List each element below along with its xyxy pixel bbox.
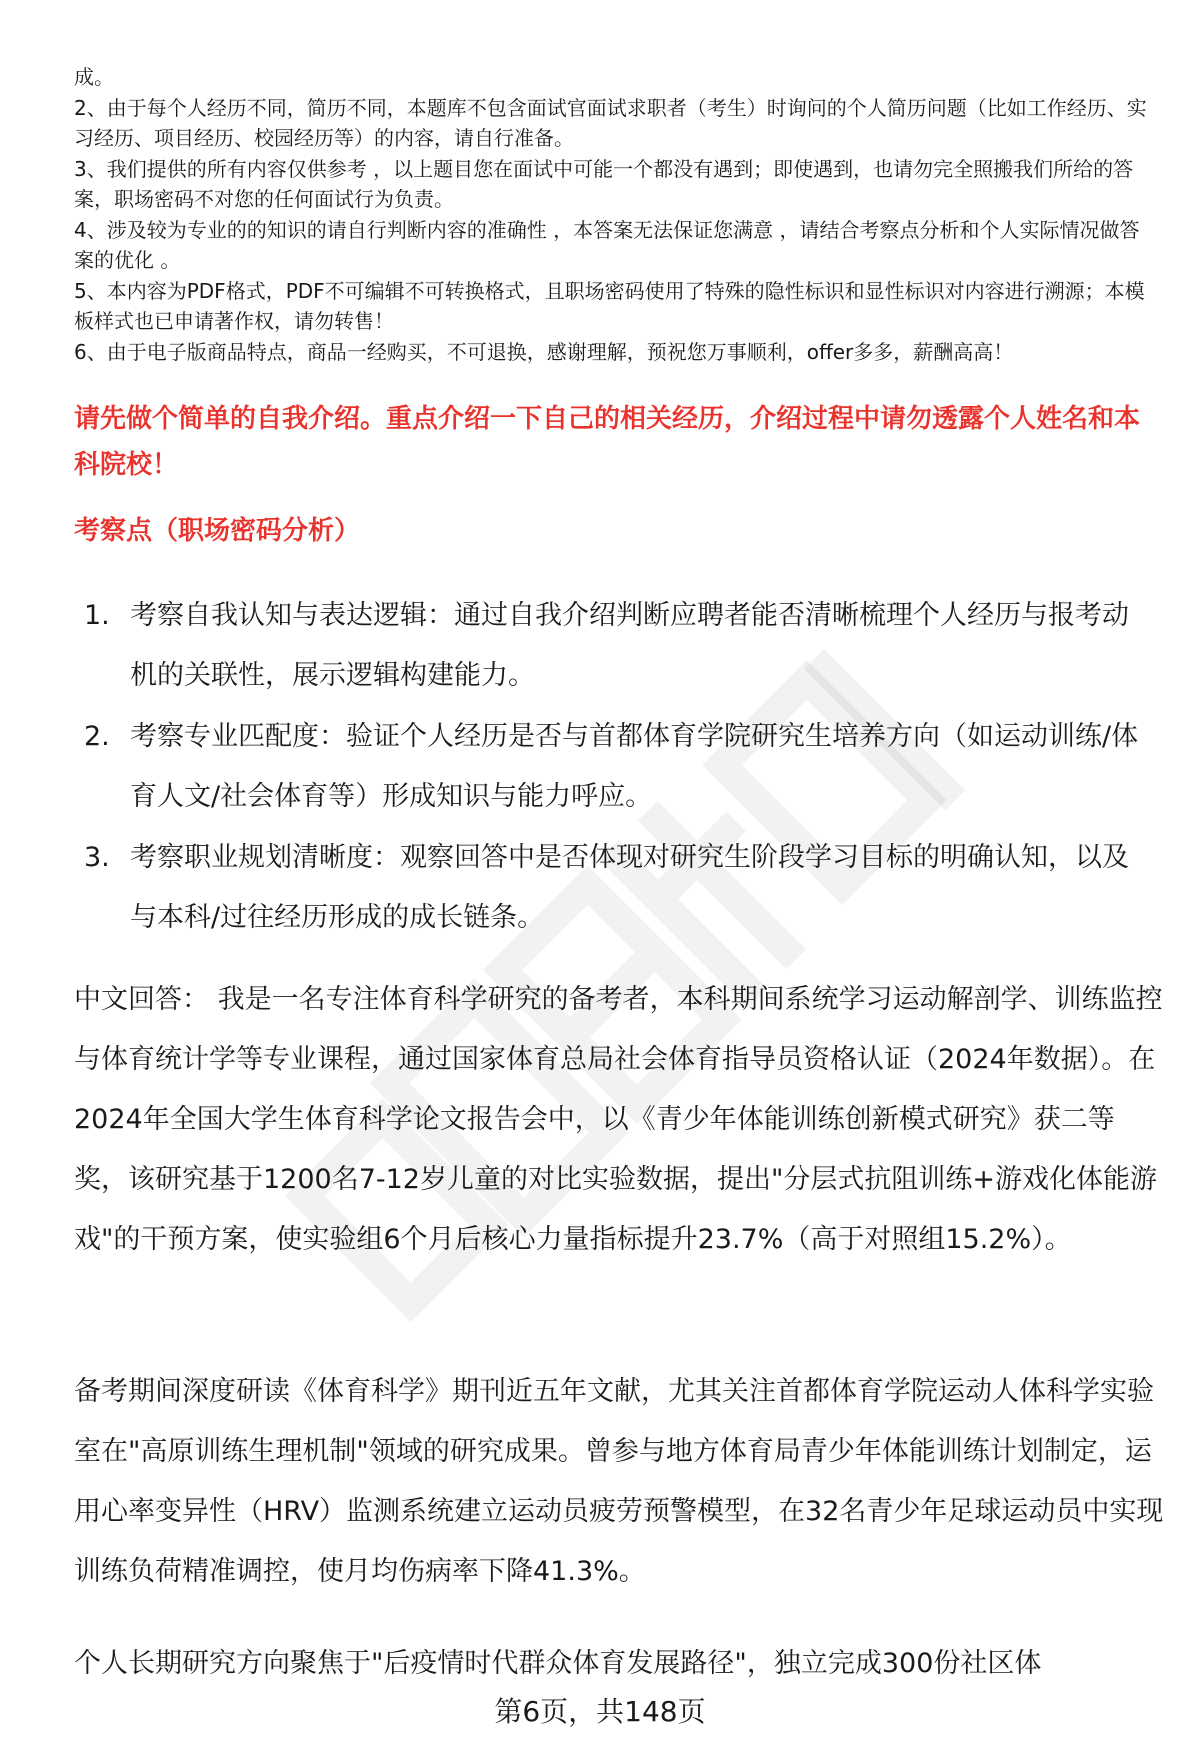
note-line: 2、由于每个人经历不同，简历不同，本题库不包含面试官面试求职者（考生）时询问的个人简历问题（比如工作经历、实习经历、项目经历、校园经历等）的内容，请自行准备。 — [74, 95, 1147, 150]
note-line: 3、我们提供的所有内容仅供参考 ，以上题目您在面试中可能一个都没有遇到；即使遇到，也请勿完全照搬我们所给的答案，职场密码不对您的任何面试行为负责。 — [74, 156, 1134, 211]
list-item-text: 考察专业匹配度：验证个人经历是否与首都体育学院研究生培养方向（如运动训练/体育人文/社会体育等）形成知识与能力呼应。 — [130, 721, 1139, 812]
note-line: 5、本内容为PDF格式，PDF不可编辑不可转换格式，且职场密码使用了特殊的隐性标识和显性标识对内容进行溯源；本模板样式也已申请著作权，请勿转售！ — [74, 278, 1145, 333]
disclaimer-notes — [74, 62, 1154, 367]
list-number: 2. — [84, 721, 110, 752]
note-line: 6、由于电子版商品特点，商品一经购买，不可退换，感谢理解，预祝您万事顺利，offer多多，薪酬高高！ — [74, 339, 1014, 364]
list-number: 3. — [84, 842, 110, 873]
note-line: 成。 — [74, 65, 114, 89]
list-item — [74, 586, 1154, 706]
answer-paragraph: 个人长期研究方向聚焦于"后疫情时代群众体育发展路径"，独立完成300份社区体 — [74, 1648, 1042, 1679]
page-footer: 第6页，共148页 — [494, 1695, 706, 1728]
interview-question: 请先做个简单的自我介绍。重点介绍一下自己的相关经历，介绍过程中请勿透露个人姓名和本科院校！ — [74, 404, 1141, 480]
section-title: 考察点（职场密码分析） — [74, 516, 361, 546]
list-item — [74, 707, 1154, 827]
answer-paragraph: 中文回答： 我是一名专注体育科学研究的备考者，本科期间系统学习运动解剖学、训练监控与体育统计学等专业课程，通过国家体育总局社会体育指导员资格认证（2024年数据）。在2024年全国大学生体育科学论文报告会中，以《青少年体能训练创新模式研究》获二等奖，该研究基于1200名7-12岁儿童的对比实验数据，提出"分层式抗阻训练+游戏化体能游戏"的干预方案，使实验组6个月后核心力量指标提升23.7%（高于对照组15.2%）。 — [74, 984, 1163, 1255]
list-number: 1. — [84, 600, 110, 631]
list-item — [74, 828, 1154, 948]
list-item-text: 考察职业规划清晰度：观察回答中是否体现对研究生阶段学习目标的明确认知，以及与本科/过往经历形成的成长链条。 — [130, 842, 1129, 933]
answer-paragraph: 备考期间深度研读《体育科学》期刊近五年文献，尤其关注首都体育学院运动人体科学实验室在"高原训练生理机制"领域的研究成果。曾参与地方体育局青少年体能训练计划制定，运用心率变异性（HRV）监测系统建立运动员疲劳预警模型，在32名青少年足球运动员中实现训练负荷精准调控，使月均伤病率下降41.3%。 — [74, 1376, 1164, 1587]
assessment-points — [74, 586, 1154, 949]
note-line: 4、涉及较为专业的的知识的请自行判断内容的准确性 ，本答案无法保证您满意 ，请结合考察点分析和个人实际情况做答案的优化 。 — [74, 217, 1140, 272]
list-item-text: 考察自我认知与表达逻辑：通过自我介绍判断应聘者能否清晰梳理个人经历与报考动机的关联性，展示逻辑构建能力。 — [130, 600, 1129, 691]
